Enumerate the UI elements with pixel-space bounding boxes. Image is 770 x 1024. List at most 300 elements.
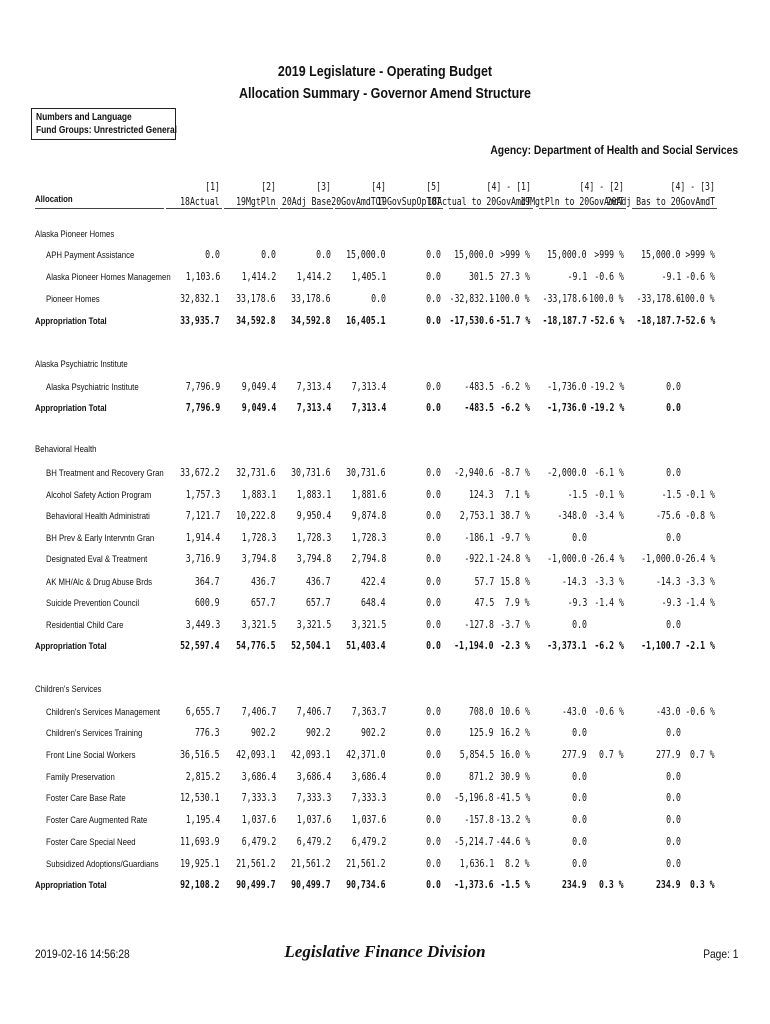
value-cell: 0.0 — [572, 858, 587, 870]
value-cell: >999 % — [685, 249, 715, 261]
value-cell: 5,854.5 — [459, 749, 494, 761]
value-cell: 9,950.4 — [296, 510, 331, 522]
value-cell: 1,195.4 — [185, 814, 220, 826]
allocation-label: Children's Services Management — [46, 707, 161, 718]
value-cell: 42,371.0 — [346, 749, 386, 761]
value-cell: -1.5 — [661, 489, 681, 501]
total-value-cell: 0.0 — [426, 640, 441, 652]
value-cell: 0.0 — [666, 771, 681, 783]
value-cell: 42,093.1 — [291, 749, 331, 761]
value-cell: 42,093.1 — [236, 749, 276, 761]
value-cell: 9,874.8 — [351, 510, 386, 522]
allocation-label: Suicide Prevention Council — [46, 598, 140, 609]
allocation-header: Allocation — [35, 194, 73, 205]
total-value-cell: 0.0 — [426, 402, 441, 414]
value-cell: 0.0 — [572, 532, 587, 544]
column-c4-header: 20GovAmdTOT — [331, 196, 386, 208]
appropriation-total-label: Appropriation Total — [35, 316, 107, 327]
value-cell: -13.2 % — [495, 814, 530, 826]
value-cell: 277.9 — [656, 749, 681, 761]
value-cell: 3,449.3 — [185, 619, 220, 631]
value-cell: 0.0 — [426, 597, 441, 609]
value-cell: 7.9 % — [505, 597, 530, 609]
value-cell: >999 % — [594, 249, 624, 261]
value-cell: -2,940.6 — [454, 467, 494, 479]
value-cell: 7,363.7 — [351, 706, 386, 718]
value-cell: 30,731.6 — [291, 467, 331, 479]
value-cell: 648.4 — [361, 597, 386, 609]
allocation-label: Alaska Psychiatric Institute — [46, 382, 139, 393]
allocation-label: BH Prev & Early Intervntn Gran — [46, 533, 155, 544]
value-cell: -9.3 — [567, 597, 587, 609]
value-cell: -6.1 % — [594, 467, 624, 479]
total-value-cell: -6.2 % — [594, 640, 624, 652]
value-cell: 7,333.3 — [351, 792, 386, 804]
value-cell: 3,686.4 — [296, 771, 331, 783]
value-cell: 0.0 — [426, 576, 441, 588]
allocation-label: Residential Child Care — [46, 620, 124, 631]
value-cell: -33,178.6 — [636, 293, 681, 305]
value-cell: 15,000.0 — [454, 249, 494, 261]
value-cell: 657.7 — [306, 597, 331, 609]
value-cell: 0.0 — [666, 727, 681, 739]
column-c2-header: 19MgtPln — [236, 196, 276, 208]
value-cell: 7,333.3 — [296, 792, 331, 804]
column-d1-header: 18Actual to 20GovAmdT — [427, 196, 531, 208]
value-cell: 0.0 — [426, 381, 441, 393]
column-d2-underline — [539, 208, 626, 209]
value-cell: 7,333.3 — [241, 792, 276, 804]
value-cell: 422.4 — [361, 576, 386, 588]
value-cell: -100.0 % — [675, 293, 715, 305]
total-value-cell: 7,313.4 — [296, 402, 331, 414]
value-cell: -0.6 % — [594, 271, 624, 283]
value-cell: -33,178.6 — [542, 293, 587, 305]
value-cell: 7,406.7 — [241, 706, 276, 718]
value-cell: 0.0 — [666, 532, 681, 544]
value-cell: 1,728.3 — [296, 532, 331, 544]
value-cell: 0.0 — [426, 249, 441, 261]
value-cell: 0.0 — [666, 836, 681, 848]
total-value-cell: -6.2 % — [500, 402, 530, 414]
numbers-language-label: Numbers and Language — [36, 112, 132, 123]
column-c3-underline — [280, 208, 333, 209]
allocation-label: Foster Care Special Need — [46, 837, 136, 848]
value-cell: 3,686.4 — [241, 771, 276, 783]
value-cell: -0.6 % — [685, 271, 715, 283]
report-title: 2019 Legislature - Operating Budget — [277, 64, 493, 80]
column-c1-underline — [166, 208, 222, 209]
allocation-label: APH Payment Assistance — [46, 250, 135, 261]
allocation-label: Behavioral Health Administrati — [46, 511, 150, 522]
value-cell: 7,313.4 — [296, 381, 331, 393]
value-cell: -32,832.1 — [449, 293, 494, 305]
value-cell: -100.0 % — [584, 293, 624, 305]
value-cell: >999 % — [500, 249, 530, 261]
total-value-cell: 54,776.5 — [236, 640, 276, 652]
value-cell: 1,414.2 — [296, 271, 331, 283]
value-cell: -14.3 — [656, 576, 681, 588]
value-cell: 36,516.5 — [180, 749, 220, 761]
value-cell: 1,757.3 — [185, 489, 220, 501]
value-cell: -26.4 % — [589, 553, 624, 565]
value-cell: -186.1 — [464, 532, 494, 544]
value-cell: 3,686.4 — [351, 771, 386, 783]
value-cell: 6,655.7 — [185, 706, 220, 718]
value-cell: 0.0 — [426, 619, 441, 631]
total-value-cell: -1,194.0 — [454, 640, 494, 652]
total-value-cell: -1.5 % — [500, 879, 530, 891]
value-cell: -8.7 % — [500, 467, 530, 479]
total-value-cell: 234.9 — [656, 879, 681, 891]
value-cell: 0.0 — [426, 510, 441, 522]
total-value-cell: 34,592.8 — [236, 315, 276, 327]
value-cell: 6,479.2 — [296, 836, 331, 848]
value-cell: -5,196.8 — [454, 792, 494, 804]
value-cell: 6,479.2 — [241, 836, 276, 848]
total-value-cell: 90,499.7 — [291, 879, 331, 891]
value-cell: 10.6 % — [500, 706, 530, 718]
column-d3-header: 20Adj Bas to 20GovAmdT — [606, 196, 715, 208]
footer-division: Legislative Finance Division — [284, 942, 486, 961]
value-cell: 0.0 — [426, 489, 441, 501]
value-cell: 902.2 — [361, 727, 386, 739]
value-cell: 32,832.1 — [180, 293, 220, 305]
value-cell: -26.4 % — [680, 553, 715, 565]
value-cell: -6.2 % — [500, 381, 530, 393]
total-value-cell: -2.1 % — [685, 640, 715, 652]
value-cell: 0.0 — [426, 749, 441, 761]
value-cell: 657.7 — [251, 597, 276, 609]
value-cell: 7,796.9 — [185, 381, 220, 393]
value-cell: 364.7 — [195, 576, 220, 588]
value-cell: 124.3 — [469, 489, 494, 501]
total-value-cell: 0.3 % — [690, 879, 715, 891]
value-cell: 38.7 % — [500, 510, 530, 522]
column-c4-underline — [335, 208, 388, 209]
value-cell: 1,881.6 — [351, 489, 386, 501]
value-cell: 0.0 — [426, 727, 441, 739]
value-cell: 0.0 — [426, 771, 441, 783]
value-cell: 1,636.1 — [459, 858, 494, 870]
value-cell: 1,914.4 — [185, 532, 220, 544]
value-cell: 0.0 — [426, 706, 441, 718]
total-value-cell: -19.2 % — [589, 402, 624, 414]
value-cell: 2,753.1 — [459, 510, 494, 522]
total-value-cell: -3,373.1 — [547, 640, 587, 652]
column-d1-index: [4] - [1] — [486, 181, 531, 193]
value-cell: 3,716.9 — [185, 553, 220, 565]
value-cell: 3,794.8 — [241, 553, 276, 565]
value-cell: 0.0 — [426, 293, 441, 305]
value-cell: -1.4 % — [594, 597, 624, 609]
value-cell: 3,321.5 — [241, 619, 276, 631]
value-cell: 21,561.2 — [291, 858, 331, 870]
value-cell: -0.1 % — [594, 489, 624, 501]
value-cell: 33,178.6 — [236, 293, 276, 305]
value-cell: 0.0 — [426, 532, 441, 544]
value-cell: -1,000.0 — [547, 553, 587, 565]
value-cell: 2,815.2 — [185, 771, 220, 783]
total-value-cell: -1,736.0 — [547, 402, 587, 414]
value-cell: 1,728.3 — [351, 532, 386, 544]
column-c1-header: 18Actual — [180, 196, 220, 208]
value-cell: 0.0 — [666, 858, 681, 870]
value-cell: 0.0 — [572, 619, 587, 631]
value-cell: 11,693.9 — [180, 836, 220, 848]
value-cell: 0.0 — [426, 814, 441, 826]
value-cell: 21,561.2 — [346, 858, 386, 870]
allocation-label: Subsidized Adoptions/Guardians — [46, 859, 159, 870]
value-cell: 0.0 — [205, 249, 220, 261]
total-value-cell: 34,592.8 — [291, 315, 331, 327]
value-cell: -1,736.0 — [547, 381, 587, 393]
value-cell: 10,222.8 — [236, 510, 276, 522]
value-cell: 9,049.4 — [241, 381, 276, 393]
value-cell: 0.7 % — [599, 749, 624, 761]
value-cell: 27.3 % — [500, 271, 530, 283]
value-cell: 0.0 — [426, 836, 441, 848]
total-value-cell: 90,499.7 — [236, 879, 276, 891]
allocation-header-underline — [35, 208, 164, 209]
value-cell: 15,000.0 — [641, 249, 681, 261]
value-cell: 7.1 % — [505, 489, 530, 501]
report-subtitle: Allocation Summary - Governor Amend Structure — [239, 86, 531, 102]
value-cell: 2,794.8 — [351, 553, 386, 565]
value-cell: 15.8 % — [500, 576, 530, 588]
value-cell: 1,037.6 — [351, 814, 386, 826]
value-cell: -1.5 — [567, 489, 587, 501]
value-cell: -41.5 % — [495, 792, 530, 804]
value-cell: 33,672.2 — [180, 467, 220, 479]
value-cell: 1,414.2 — [241, 271, 276, 283]
total-value-cell: -1,373.6 — [454, 879, 494, 891]
value-cell: 7,121.7 — [185, 510, 220, 522]
value-cell: 8.2 % — [505, 858, 530, 870]
value-cell: -3.3 % — [685, 576, 715, 588]
value-cell: 436.7 — [251, 576, 276, 588]
value-cell: 0.0 — [666, 381, 681, 393]
value-cell: -14.3 — [562, 576, 587, 588]
value-cell: 1,405.1 — [351, 271, 386, 283]
section-heading: Alaska Psychiatric Institute — [35, 359, 128, 370]
value-cell: 0.0 — [572, 727, 587, 739]
allocation-label: BH Treatment and Recovery Gran — [46, 468, 164, 479]
total-value-cell: 0.0 — [426, 879, 441, 891]
value-cell: 0.0 — [426, 553, 441, 565]
allocation-label: Family Preservation — [46, 772, 115, 783]
value-cell: 0.0 — [316, 249, 331, 261]
total-value-cell: -52.6 % — [680, 315, 715, 327]
value-cell: 1,883.1 — [241, 489, 276, 501]
total-value-cell: -18,187.7 — [542, 315, 587, 327]
value-cell: -9.1 — [661, 271, 681, 283]
value-cell: 0.0 — [426, 467, 441, 479]
value-cell: 776.3 — [195, 727, 220, 739]
value-cell: 1,883.1 — [296, 489, 331, 501]
value-cell: 32,731.6 — [236, 467, 276, 479]
section-heading: Alaska Pioneer Homes — [35, 229, 115, 240]
value-cell: 125.9 — [469, 727, 494, 739]
value-cell: 902.2 — [251, 727, 276, 739]
total-value-cell: 7,796.9 — [185, 402, 220, 414]
total-value-cell: -1,100.7 — [641, 640, 681, 652]
total-value-cell: -17,530.6 — [449, 315, 494, 327]
total-value-cell: 90,734.6 — [346, 879, 386, 891]
column-c5-index: [5] — [426, 181, 441, 193]
allocation-label: Foster Care Augmented Rate — [46, 815, 148, 826]
value-cell: 30,731.6 — [346, 467, 386, 479]
value-cell: -1.4 % — [685, 597, 715, 609]
value-cell: -0.8 % — [685, 510, 715, 522]
value-cell: 708.0 — [469, 706, 494, 718]
value-cell: 436.7 — [306, 576, 331, 588]
value-cell: 0.0 — [572, 771, 587, 783]
total-value-cell: 234.9 — [562, 879, 587, 891]
value-cell: 301.5 — [469, 271, 494, 283]
value-cell: 19,925.1 — [180, 858, 220, 870]
section-heading: Behavioral Health — [35, 444, 97, 455]
total-value-cell: 0.0 — [426, 315, 441, 327]
column-d1-underline — [449, 208, 533, 209]
value-cell: -44.6 % — [495, 836, 530, 848]
value-cell: 0.0 — [426, 271, 441, 283]
column-c3-header: 20Adj Base — [281, 196, 331, 208]
allocation-label: Children's Services Training — [46, 728, 143, 739]
value-cell: 0.0 — [426, 792, 441, 804]
value-cell: 0.0 — [572, 836, 587, 848]
total-value-cell: -52.6 % — [589, 315, 624, 327]
fund-groups-label: Fund Groups: Unrestricted General — [36, 125, 177, 136]
value-cell: 16.0 % — [500, 749, 530, 761]
allocation-label: Front Line Social Workers — [46, 750, 136, 761]
value-cell: -3.4 % — [594, 510, 624, 522]
value-cell: 0.0 — [371, 293, 386, 305]
value-cell: -0.1 % — [685, 489, 715, 501]
total-value-cell: 51,403.4 — [346, 640, 386, 652]
value-cell: 0.0 — [666, 792, 681, 804]
total-value-cell: 0.3 % — [599, 879, 624, 891]
total-value-cell: -51.7 % — [495, 315, 530, 327]
value-cell: 0.7 % — [690, 749, 715, 761]
value-cell: 277.9 — [562, 749, 587, 761]
value-cell: -43.0 — [562, 706, 587, 718]
total-value-cell: 52,504.1 — [291, 640, 331, 652]
value-cell: 600.9 — [195, 597, 220, 609]
value-cell: -5,214.7 — [454, 836, 494, 848]
column-c4-index: [4] — [371, 181, 386, 193]
allocation-label: Foster Care Base Rate — [46, 793, 126, 804]
value-cell: 0.0 — [572, 814, 587, 826]
value-cell: -24.8 % — [495, 553, 530, 565]
column-c2-underline — [224, 208, 278, 209]
value-cell: -1,000.0 — [641, 553, 681, 565]
column-d2-index: [4] - [2] — [579, 181, 624, 193]
value-cell: 1,037.6 — [296, 814, 331, 826]
value-cell: -43.0 — [656, 706, 681, 718]
allocation-label: AK MH/Alc & Drug Abuse Brds — [46, 577, 153, 588]
value-cell: -100.0 % — [490, 293, 530, 305]
appropriation-total-label: Appropriation Total — [35, 641, 107, 652]
section-heading: Children's Services — [35, 684, 102, 695]
value-cell: 0.0 — [572, 792, 587, 804]
value-cell: 30.9 % — [500, 771, 530, 783]
value-cell: 33,178.6 — [291, 293, 331, 305]
value-cell: 3,321.5 — [351, 619, 386, 631]
column-c1-index: [1] — [205, 181, 220, 193]
value-cell: 12,530.1 — [180, 792, 220, 804]
agency-label: Agency: Department of Health and Social Services — [490, 143, 738, 157]
fund-group-box — [31, 108, 176, 140]
value-cell: 1,037.6 — [241, 814, 276, 826]
column-d3-index: [4] - [3] — [670, 181, 715, 193]
total-value-cell: 0.0 — [666, 402, 681, 414]
value-cell: 21,561.2 — [236, 858, 276, 870]
value-cell: -75.6 — [656, 510, 681, 522]
value-cell: -19.2 % — [589, 381, 624, 393]
total-value-cell: 52,597.4 — [180, 640, 220, 652]
total-value-cell: 7,313.4 — [351, 402, 386, 414]
column-c2-index: [2] — [261, 181, 276, 193]
value-cell: -9.1 — [567, 271, 587, 283]
value-cell: 6,479.2 — [351, 836, 386, 848]
value-cell: 902.2 — [306, 727, 331, 739]
value-cell: -483.5 — [464, 381, 494, 393]
footer-timestamp: 2019-02-16 14:56:28 — [35, 947, 130, 961]
total-value-cell: 16,405.1 — [346, 315, 386, 327]
value-cell: 0.0 — [261, 249, 276, 261]
value-cell: -3.3 % — [594, 576, 624, 588]
value-cell: -9.3 — [661, 597, 681, 609]
column-c3-index: [3] — [316, 181, 331, 193]
value-cell: 0.0 — [666, 619, 681, 631]
value-cell: -3.7 % — [500, 619, 530, 631]
value-cell: -2,000.0 — [547, 467, 587, 479]
value-cell: -127.8 — [464, 619, 494, 631]
column-c5-header: 19GovSupOpTOT — [376, 196, 441, 208]
value-cell: 3,794.8 — [296, 553, 331, 565]
value-cell: 16.2 % — [500, 727, 530, 739]
value-cell: -0.6 % — [685, 706, 715, 718]
value-cell: -157.8 — [464, 814, 494, 826]
value-cell: 1,103.6 — [185, 271, 220, 283]
value-cell: -9.7 % — [500, 532, 530, 544]
column-d2-header: 19MgtPln to 20GovAmdT — [520, 196, 624, 208]
value-cell: 15,000.0 — [547, 249, 587, 261]
value-cell: -348.0 — [557, 510, 587, 522]
value-cell: 0.0 — [426, 858, 441, 870]
value-cell: 57.7 — [474, 576, 494, 588]
value-cell: -0.6 % — [594, 706, 624, 718]
appropriation-total-label: Appropriation Total — [35, 403, 107, 414]
allocation-label: Alcohol Safety Action Program — [46, 490, 152, 501]
appropriation-total-label: Appropriation Total — [35, 880, 107, 891]
allocation-label: Pioneer Homes — [46, 294, 100, 305]
value-cell: 1,728.3 — [241, 532, 276, 544]
value-cell: 7,313.4 — [351, 381, 386, 393]
value-cell: 0.0 — [666, 467, 681, 479]
value-cell: 47.5 — [474, 597, 494, 609]
value-cell: 7,406.7 — [296, 706, 331, 718]
allocation-label: Alaska Pioneer Homes Managemen — [46, 272, 171, 283]
value-cell: 15,000.0 — [346, 249, 386, 261]
total-value-cell: -2.3 % — [500, 640, 530, 652]
total-value-cell: -483.5 — [464, 402, 494, 414]
total-value-cell: 9,049.4 — [241, 402, 276, 414]
value-cell: 871.2 — [469, 771, 494, 783]
total-value-cell: 92,108.2 — [180, 879, 220, 891]
total-value-cell: -18,187.7 — [636, 315, 681, 327]
